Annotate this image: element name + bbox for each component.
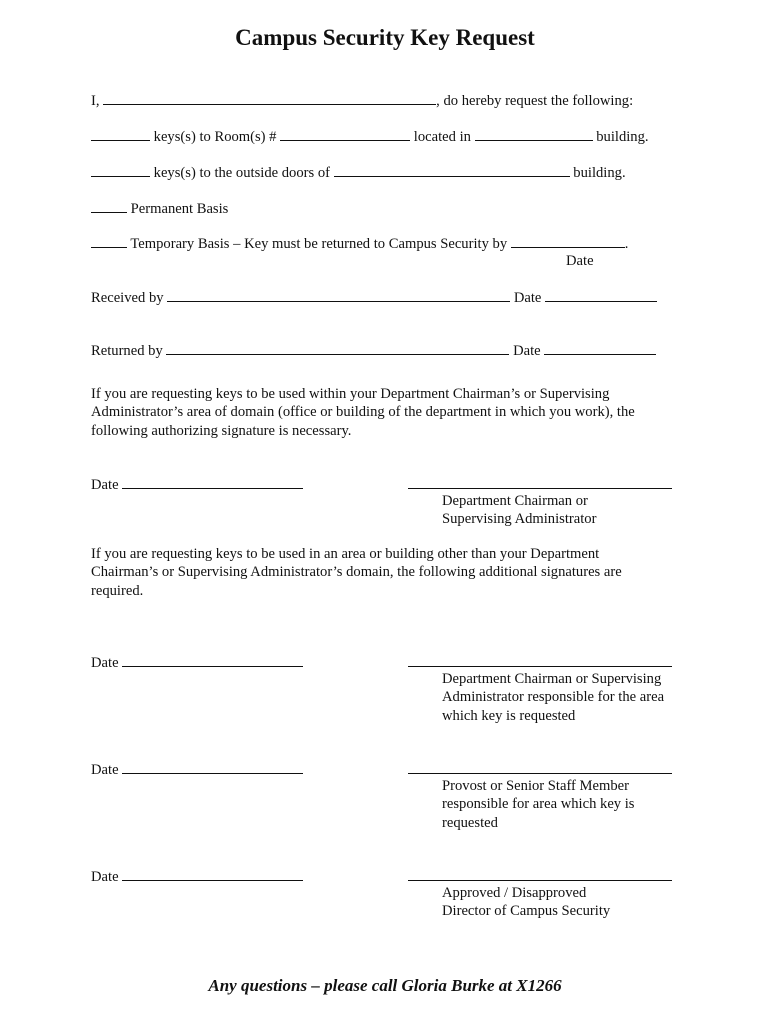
caption-line: Director of Campus Security — [442, 903, 611, 920]
returned-by-field[interactable] — [166, 341, 509, 355]
sig2-date-field[interactable] — [122, 653, 303, 667]
temporary-check-field[interactable] — [91, 234, 127, 248]
permanent-label: Permanent Basis — [130, 201, 229, 217]
caption-line: Approved / Disapproved — [442, 885, 587, 901]
received-date-field[interactable] — [545, 288, 657, 302]
received-line — [91, 288, 657, 307]
received-date-label: Date — [513, 290, 542, 306]
form-title: Campus Security Key Request — [235, 25, 535, 50]
sig4-caption — [442, 884, 610, 921]
requester-prefix: I, — [91, 93, 100, 109]
return-date-field[interactable] — [511, 234, 625, 248]
sig4-date-label: Date — [91, 869, 119, 885]
sig1-date-line — [91, 475, 303, 494]
located-in-label: located in — [413, 129, 471, 145]
returned-label: Returned by — [91, 343, 163, 359]
sig1-caption — [442, 492, 596, 529]
sig2-date-line — [91, 653, 303, 672]
sig4-date-field[interactable] — [122, 867, 303, 881]
sig3-signature-field[interactable] — [408, 773, 672, 774]
paragraph-line: Chairman’s or Supervising Administrator’s domain, the following additional signatures are — [91, 564, 622, 581]
temporary-label: Temporary Basis – Key must be returned to Campus Security by — [130, 236, 508, 252]
room-building-label: building. — [596, 129, 649, 145]
paragraph-line: following authorizing signature is necessary. — [91, 422, 352, 439]
sig2-caption — [442, 670, 664, 725]
sig2-date-label: Date — [91, 655, 119, 671]
caption-line: requested — [442, 814, 498, 831]
caption-line: responsible for area which key is — [442, 796, 635, 813]
sig1-date-label: Date — [91, 477, 119, 493]
caption-line: Administrator responsible for the area — [442, 689, 665, 706]
outside-doors-line — [91, 163, 626, 182]
paragraph-line: If you are requesting keys to be used within your Department Chairman’s or Supervising — [91, 386, 610, 402]
room-keys-label: keys(s) to Room(s) # — [153, 129, 277, 145]
outside-keys-count-field[interactable] — [91, 163, 150, 177]
outside-building-label: building. — [573, 165, 626, 181]
returned-line — [91, 341, 656, 360]
received-by-field[interactable] — [167, 288, 510, 302]
sig4-signature-field[interactable] — [408, 880, 672, 881]
requester-suffix: , do hereby request the following: — [436, 93, 634, 109]
contact-footer: Any questions – please call Gloria Burke at X1266 — [208, 976, 562, 995]
caption-line: which key is requested — [442, 707, 576, 724]
sig4-date-line — [91, 867, 303, 886]
permanent-check-field[interactable] — [91, 199, 127, 213]
paragraph-line: If you are requesting keys to be used in an area or building other than your Department — [91, 546, 600, 562]
additional-signatures-paragraph — [91, 545, 622, 600]
outside-keys-label: keys(s) to the outside doors of — [153, 165, 330, 181]
sig3-caption — [442, 777, 635, 832]
sig1-signature-field[interactable] — [408, 488, 672, 489]
received-label: Received by — [91, 290, 164, 306]
sig2-signature-field[interactable] — [408, 666, 672, 667]
temporary-line — [91, 234, 628, 253]
returned-date-field[interactable] — [544, 341, 656, 355]
caption-line: Provost or Senior Staff Member — [442, 778, 629, 794]
room-keys-line — [91, 127, 649, 146]
outside-building-field[interactable] — [334, 163, 570, 177]
room-keys-count-field[interactable] — [91, 127, 150, 141]
return-date-caption: Date — [566, 253, 594, 269]
requester-line — [91, 91, 633, 110]
caption-line: Department Chairman or — [442, 493, 588, 509]
sig1-date-field[interactable] — [122, 475, 303, 489]
sig3-date-label: Date — [91, 762, 119, 778]
room-number-field[interactable] — [280, 127, 410, 141]
paragraph-line: Administrator’s area of domain (office or building of the department in which you work), the — [91, 404, 635, 421]
sig3-date-field[interactable] — [122, 760, 303, 774]
authorization-paragraph — [91, 385, 635, 440]
returned-date-label: Date — [513, 343, 541, 359]
caption-line: Department Chairman or Supervising — [442, 671, 662, 687]
temporary-period: . — [624, 236, 629, 252]
permanent-line — [91, 199, 228, 218]
requester-name-field[interactable] — [103, 91, 436, 105]
caption-line: Supervising Administrator — [442, 511, 597, 528]
sig3-date-line — [91, 760, 303, 779]
room-building-field[interactable] — [475, 127, 593, 141]
paragraph-line: required. — [91, 582, 144, 599]
